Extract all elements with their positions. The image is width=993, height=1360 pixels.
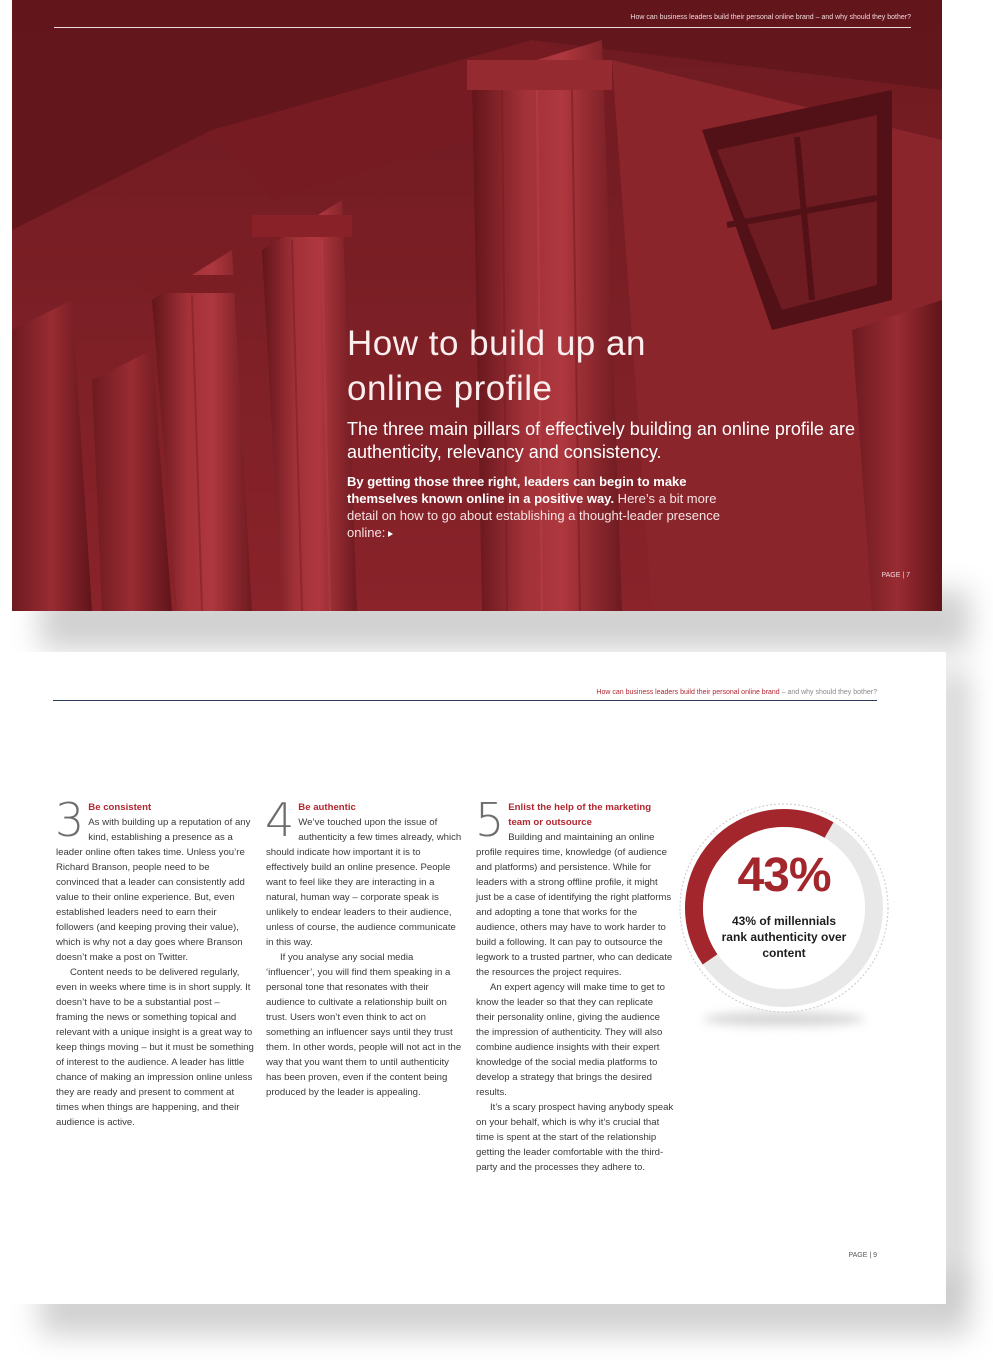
section-be-authentic (265, 793, 464, 1100)
page-number: PAGE | 9 (848, 1252, 877, 1259)
section-paragraph: Content needs to be delivered regularly, even in weeks where time is in short supply. It doesn’t have to be a substantial post – framing the news or something topical and relevant with a unique insight is a great way to keep things moving – but it must be something of interest to the audience. A leader has little chance of making an impression online unless they are ready and present to comment at times when things are happening, and their audience is active. (56, 967, 254, 1128)
section-paragraph: Building and maintaining an online profile requires time, knowledge (of audience and platforms) and persistence. While for leaders with a strong offline profile, it might just be a case of identifying the right platforms and adopting a tone that works for the audience, others may have to work harder to build a following. It can pay to outsource the legwork to a trusted partner, who can dedicate the resources the project requires. (476, 832, 673, 978)
page-number: PAGE | 7 (881, 572, 910, 579)
section-paragraph: An expert agency will make time to get to know the leader so that they can replicate their personality online, giving the audience the impression of authenticity. They will also combine audience insights with their expert knowledge of the social media platforms to develop a strategy that brings the desired results. (476, 982, 665, 1098)
header-rule (54, 27, 911, 28)
page-subtitle: The three main pillars of effectively building an online profile are authenticity, relevancy and consistency. (347, 419, 855, 462)
section-number: 5 (475, 793, 505, 847)
running-header (596, 689, 877, 696)
stat-caption: 43% of millennials rank authenticity over content (721, 914, 847, 960)
section-paragraph: We’ve touched upon the issue of authenticity a few times already, which should indicate how important it is to effectively build an online presence. People want to feel like they are interacting in a natural, human way – corporate speak is unlikely to endear leaders to their audience, unless of course, the audience communicate in this way. (266, 817, 462, 948)
page-title-line-1: How to build up an (347, 324, 646, 363)
page-9 (0, 652, 946, 1304)
stat-donut (678, 802, 890, 1014)
section-paragraph: As with building up a reputation of any kind, establishing a presence as a leader online often takes time. Unless you’re Richard Branson, people need to be convinced that a leader can consistently add value to their online experience. But, even established leaders need to earn their followers (and keeping proving their value), which is why not a day goes where Branson doesn’t make a post on Twitter. (56, 817, 251, 963)
page-title (347, 321, 867, 411)
intro-rest: Here’s a bit more detail on how to go about establishing a thought-leader presence online: (347, 491, 720, 540)
section-paragraph: If you analyse any social media ‘influencer’, you will find them speaking in a personal tone that resonates with their audience to cultivate a relationship built on trust. Users won’t even think to act on something an influencer says until they trust them. In other words, people will not act in the way that you want them to until authenticity has been proven, even if the content being produced by the leader is appealing. (266, 952, 462, 1098)
header-rule (53, 700, 877, 701)
running-header-highlight: How can business leaders build their personal online brand (596, 689, 780, 696)
section-be-consistent (55, 793, 254, 1130)
section-title: Be consistent (88, 802, 152, 813)
stat-value: 43% (737, 849, 831, 902)
running-header-rest: – and why should they bother? (779, 689, 877, 696)
running-header: How can business leaders build their personal online brand – and why should they bother? (630, 14, 911, 21)
stat-shadow (703, 1012, 865, 1026)
page-7-hero (12, 0, 942, 611)
intro-paragraph (347, 473, 737, 541)
section-number: 4 (265, 793, 295, 847)
section-title: Enlist the help of the marketing team or outsource (508, 802, 652, 828)
section-title: Be authentic (298, 802, 356, 813)
section-paragraph: It’s a scary prospect having anybody speak on your behalf, which is why it’s crucial that time is spent at the start of the relationship getting the leader comfortable with the third-party and the processes they adhere to. (476, 1102, 674, 1173)
section-number: 3 (55, 793, 85, 847)
page-title-line-2: online profile (347, 369, 553, 408)
intro-bold: By getting those three right, leaders can begin to make themselves known online in a positive way. (347, 474, 687, 506)
section-enlist-help (475, 793, 674, 1175)
arrow-right-icon (388, 531, 393, 537)
